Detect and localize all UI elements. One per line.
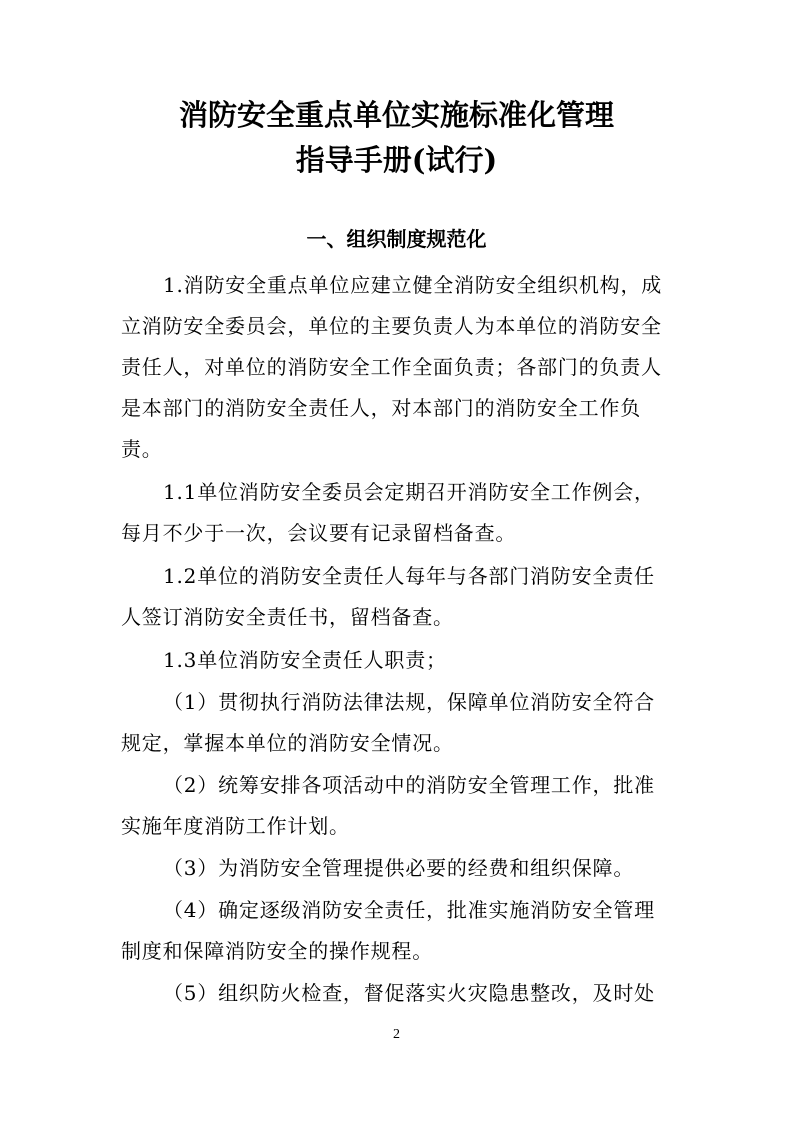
- body-line: 1.消防安全重点单位应建立健全消防安全组织机构，成: [163, 273, 663, 297]
- body-line: 每月不少于一次，会议要有记录留档备查。: [121, 521, 517, 545]
- body-line: （4）确定逐级消防安全责任，批准实施消防安全管理: [163, 898, 655, 922]
- body-line: 规定，掌握本单位的消防安全情况。: [121, 731, 454, 755]
- body-line: 1.2单位的消防安全责任人每年与各部门消防安全责任: [163, 564, 655, 588]
- section-heading: 一、组织制度规范化: [306, 227, 487, 251]
- body-line: 制度和保障消防安全的操作规程。: [121, 939, 433, 963]
- body-line: （1）贯彻执行消防法律法规，保障单位消防安全符合: [163, 690, 655, 714]
- body-line: （5）组织防火检查，督促落实火灾隐患整改，及时处: [163, 981, 655, 1005]
- body-line: 责。: [121, 437, 163, 461]
- body-line: 是本部门的消防安全责任人，对本部门的消防安全工作负: [121, 396, 641, 420]
- body-line: 人签订消防安全责任书，留档备查。: [121, 605, 454, 629]
- body-line: 实施年度消防工作计划。: [121, 814, 350, 838]
- body-line: （3）为消防安全管理提供必要的经费和组织保障。: [163, 856, 635, 880]
- page-number: 2: [393, 1027, 400, 1042]
- body-line: 1.3单位消防安全责任人职责；: [163, 648, 447, 672]
- body-line: （2）统筹安排各项活动中的消防安全管理工作，批准: [163, 773, 655, 797]
- document-title-line2: 指导手册(试行): [295, 143, 498, 177]
- document-title-line1: 消防安全重点单位实施标准化管理: [178, 98, 614, 132]
- body-line: 立消防安全委员会，单位的主要负责人为本单位的消防安全: [121, 314, 662, 338]
- body-line: 1.1单位消防安全委员会定期召开消防安全工作例会，: [163, 480, 655, 504]
- body-line: 责任人，对单位的消防安全工作全面负责；各部门的负责人: [121, 355, 662, 379]
